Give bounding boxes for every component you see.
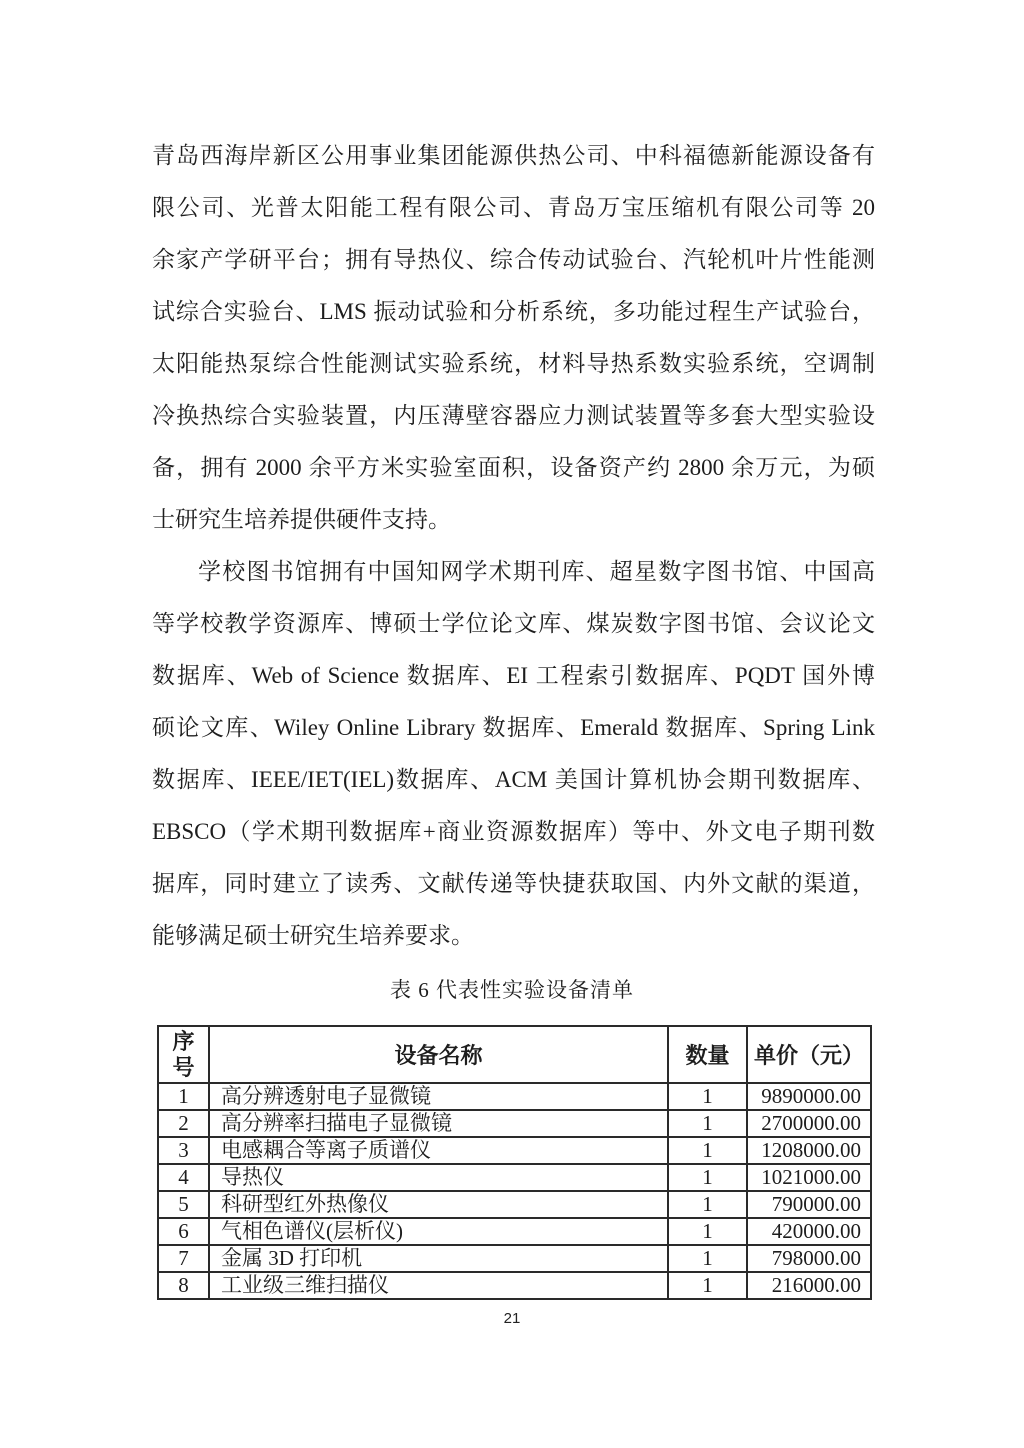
cell-qty: 1 — [668, 1110, 747, 1137]
cell-name: 气相色谱仪(层析仪) — [209, 1218, 668, 1245]
cell-qty: 1 — [668, 1137, 747, 1164]
cell-price: 216000.00 — [747, 1272, 871, 1299]
p2-line-1: 学校图书馆拥有中国知网学术期刊库、超星数字图书馆、中国高 — [198, 559, 875, 584]
cell-name: 导热仪 — [209, 1164, 668, 1191]
cell-name: 高分辨率扫描电子显微镜 — [209, 1110, 668, 1137]
p1-line-6: 冷换热综合实验装置，内压薄壁容器应力测试装置等多套大型实验设 — [152, 403, 875, 428]
body-text — [152, 130, 875, 962]
cell-name: 金属 3D 打印机 — [209, 1245, 668, 1272]
cell-qty: 1 — [668, 1245, 747, 1272]
p1-line-7: 备，拥有 2000 余平方米实验室面积，设备资产约 2800 余万元，为硕 — [152, 455, 875, 480]
p1-line-5: 太阳能热泵综合性能测试实验系统，材料导热系数实验系统，空调制 — [152, 351, 875, 376]
p2-line-5: 数据库、IEEE/IET(IEL)数据库、ACM 美国计算机协会期刊数据库、 — [152, 767, 875, 792]
table-row — [158, 1164, 871, 1191]
p1-line-8: 士研究生培养提供硬件支持。 — [152, 507, 451, 532]
cell-price: 9890000.00 — [747, 1083, 871, 1110]
cell-price: 420000.00 — [747, 1218, 871, 1245]
table-row — [158, 1191, 871, 1218]
table-row — [158, 1218, 871, 1245]
table-row — [158, 1110, 871, 1137]
cell-price: 2700000.00 — [747, 1110, 871, 1137]
table-header-row — [158, 1026, 871, 1083]
cell-name: 高分辨透射电子显微镜 — [209, 1083, 668, 1110]
cell-price: 790000.00 — [747, 1191, 871, 1218]
p2-line-6: EBSCO（学术期刊数据库+商业资源数据库）等中、外文电子期刊数 — [152, 819, 875, 844]
cell-qty: 1 — [668, 1083, 747, 1110]
cell-price: 798000.00 — [747, 1245, 871, 1272]
p2-line-7: 据库，同时建立了读秀、文献传递等快捷获取国、内外文献的渠道， — [152, 871, 875, 896]
cell-seq: 6 — [158, 1218, 209, 1245]
p2-line-2: 等学校教学资源库、博硕士学位论文库、煤炭数字图书馆、会议论文 — [152, 611, 875, 636]
cell-seq: 4 — [158, 1164, 209, 1191]
cell-seq: 1 — [158, 1083, 209, 1110]
p1-line-4: 试综合实验台、LMS 振动试验和分析系统，多功能过程生产试验台， — [152, 299, 875, 324]
cell-seq: 8 — [158, 1272, 209, 1299]
table-row — [158, 1137, 871, 1164]
cell-name: 科研型红外热像仪 — [209, 1191, 668, 1218]
p1-line-1: 青岛西海岸新区公用事业集团能源供热公司、中科福德新能源设备有 — [152, 143, 875, 168]
body-paragraph-2 — [152, 546, 875, 962]
p1-line-2: 限公司、光普太阳能工程有限公司、青岛万宝压缩机有限公司等 20 — [152, 195, 875, 220]
cell-qty: 1 — [668, 1218, 747, 1245]
header-name: 设备名称 — [209, 1026, 668, 1083]
table-row — [158, 1083, 871, 1110]
table-row — [158, 1245, 871, 1272]
p2-line-3: 数据库、Web of Science 数据库、EI 工程索引数据库、PQDT 国外博 — [152, 663, 875, 688]
body-paragraph-1 — [152, 130, 875, 546]
cell-price: 1021000.00 — [747, 1164, 871, 1191]
table-row — [158, 1272, 871, 1299]
header-price: 单价（元） — [747, 1026, 871, 1083]
equipment-table — [157, 1025, 872, 1300]
cell-name: 工业级三维扫描仪 — [209, 1272, 668, 1299]
cell-seq: 7 — [158, 1245, 209, 1272]
p2-line-4: 硕论文库、Wiley Online Library 数据库、Emerald 数据库、Spring Link — [152, 715, 875, 740]
header-qty: 数量 — [668, 1026, 747, 1083]
cell-qty: 1 — [668, 1272, 747, 1299]
cell-seq: 5 — [158, 1191, 209, 1218]
cell-seq: 3 — [158, 1137, 209, 1164]
p2-line-8: 能够满足硕士研究生培养要求。 — [152, 923, 474, 948]
cell-name: 电感耦合等离子质谱仪 — [209, 1137, 668, 1164]
cell-seq: 2 — [158, 1110, 209, 1137]
page-number: 21 — [503, 1310, 521, 1327]
cell-qty: 1 — [668, 1164, 747, 1191]
cell-qty: 1 — [668, 1191, 747, 1218]
header-seq: 序号 — [158, 1026, 209, 1083]
table-caption: 表 6 代表性实验设备清单 — [390, 978, 634, 1002]
cell-price: 1208000.00 — [747, 1137, 871, 1164]
p1-line-3: 余家产学研平台；拥有导热仪、综合传动试验台、汽轮机叶片性能测 — [152, 247, 875, 272]
